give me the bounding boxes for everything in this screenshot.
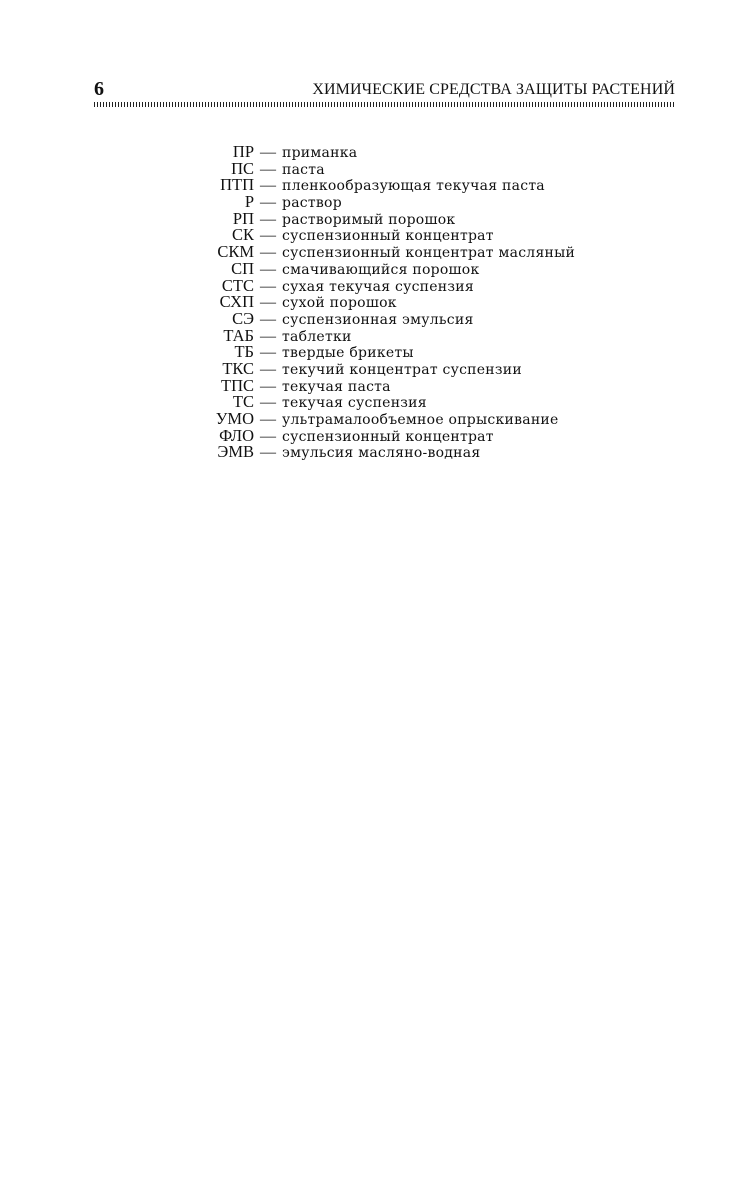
separator-dash: — <box>260 144 276 161</box>
abbreviation: РП <box>232 208 254 228</box>
separator-dash: — <box>260 244 276 262</box>
abbreviation: ПС <box>231 158 254 178</box>
abbreviation: ТБ <box>234 342 254 362</box>
abbreviation: СЭ <box>232 308 254 328</box>
definition: пленкообразующая текучая паста <box>282 178 545 195</box>
abbreviation-row <box>140 194 575 211</box>
separator-dash: — <box>260 327 276 345</box>
abbreviation-row <box>140 208 575 228</box>
separator-dash: — <box>260 360 276 378</box>
definition: эмульсия масляно-водная <box>282 445 481 462</box>
abbreviation-row <box>140 177 575 194</box>
abbreviation-row <box>140 294 575 311</box>
separator-dash: — <box>260 260 276 278</box>
abbreviation-row <box>140 244 575 261</box>
abbreviation: ТКС <box>222 358 254 378</box>
definition: суспензионная эмульсия <box>282 311 474 328</box>
definition: текучая паста <box>282 378 391 395</box>
definition: смачивающийся порошок <box>282 261 480 278</box>
abbreviation: ТПС <box>221 375 254 395</box>
definition: сухая текучая суспензия <box>282 278 474 295</box>
abbreviation-row <box>140 375 575 395</box>
abbreviation-row <box>140 411 575 428</box>
page-header <box>94 78 675 102</box>
abbreviation-row <box>140 425 575 445</box>
definition: суспензионный концентрат масляный <box>282 245 576 262</box>
separator-dash: — <box>260 411 276 428</box>
separator-dash: — <box>260 377 276 395</box>
definition: растворимый порошок <box>282 211 456 228</box>
separator-dash: — <box>260 160 276 178</box>
abbreviation: ТАБ <box>223 325 254 345</box>
definition: текучая суспензия <box>282 395 427 412</box>
abbreviation-row <box>140 258 575 278</box>
abbreviation: СХП <box>219 292 254 312</box>
definition: приманка <box>282 145 358 161</box>
separator-dash: — <box>260 394 276 412</box>
abbreviation: СКМ <box>217 242 254 262</box>
abbreviation: УМО <box>215 409 254 428</box>
definition: суспензионный концентрат <box>282 228 494 245</box>
separator-dash: — <box>260 194 276 212</box>
separator-dash: — <box>260 277 276 295</box>
separator-dash: — <box>260 310 276 328</box>
abbreviation-row <box>140 394 575 411</box>
abbreviation-row <box>140 275 575 295</box>
abbreviation: ЭМВ <box>217 442 254 462</box>
separator-dash: — <box>260 177 276 195</box>
abbreviation: Р <box>244 192 254 212</box>
separator-dash: — <box>260 427 276 445</box>
abbreviation-row <box>140 308 575 328</box>
definition: текучий концентрат суспензии <box>282 361 522 378</box>
separator-dash: — <box>260 210 276 228</box>
definition: таблетки <box>282 328 352 345</box>
definition: раствор <box>282 195 342 212</box>
abbreviation-list <box>140 144 575 461</box>
running-title: ХИМИЧЕСКИЕ СРЕДСТВА ЗАЩИТЫ РАСТЕНИЙ <box>312 81 675 98</box>
abbreviation-row <box>140 444 575 461</box>
abbreviation: ПТП <box>220 175 254 195</box>
definition: ультрамалообъемное опрыскивание <box>282 412 559 428</box>
abbreviation-row <box>140 144 575 161</box>
abbreviation-row <box>140 344 575 361</box>
separator-dash: — <box>260 227 276 245</box>
definition: суспензионный концентрат <box>282 428 494 445</box>
definition: сухой порошок <box>282 295 397 312</box>
abbreviation: ФЛО <box>219 425 254 445</box>
abbreviation: СК <box>231 225 254 245</box>
header-rule <box>94 102 675 107</box>
abbreviation-row <box>140 358 575 378</box>
separator-dash: — <box>260 344 276 362</box>
abbreviation: ТС <box>232 392 254 412</box>
definition: твердые брикеты <box>282 345 414 362</box>
abbreviation: ПР <box>232 142 254 161</box>
abbreviation-row <box>140 325 575 345</box>
abbreviation-row <box>140 227 575 244</box>
separator-dash: — <box>260 444 276 462</box>
page-number: 6 <box>94 78 104 100</box>
abbreviation: СП <box>231 258 254 278</box>
abbreviation-row <box>140 158 575 178</box>
definition: паста <box>282 161 325 178</box>
abbreviation: СТС <box>221 275 254 295</box>
separator-dash: — <box>260 294 276 312</box>
